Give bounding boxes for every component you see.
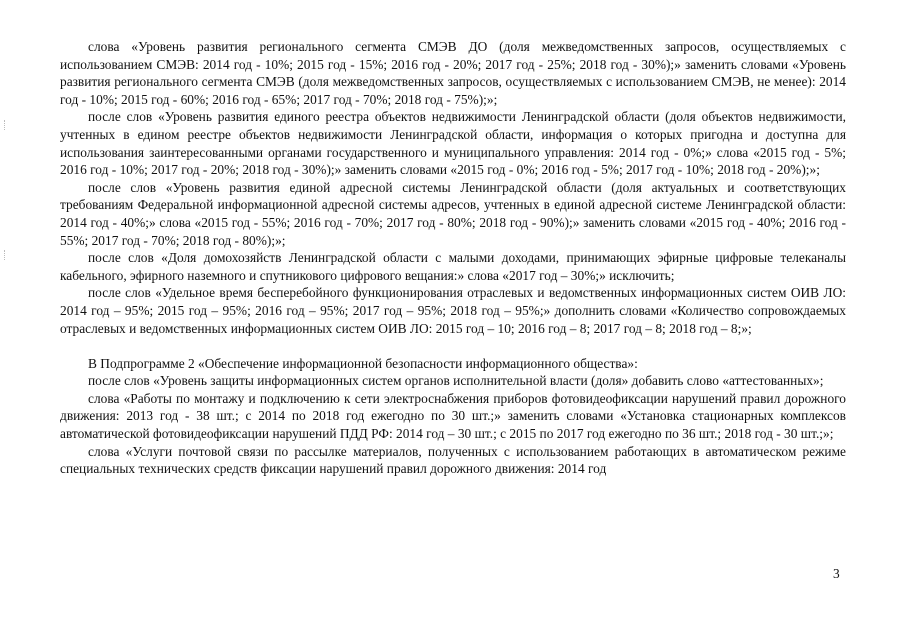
section-heading: В Подпрограмме 2 «Обеспечение информационной безопасности информационного общества»: <box>88 355 638 371</box>
paragraph: после слов «Уровень развития единой адресной системы Ленинградской области (доля актуальных и соответствующих требованиям Федеральной информационной адресной системы адресов, учтенных в единой адресной системе Ленинградской области: 2014 год - 40%;» слова «2015 год - 55%; 2016 год - 70%; 2017 год - 80%; 2018 год - 90%);» заменить словами «2015 год - 40%; 2016 год - 55%; 2017 год - 70%; 2018 год - 80%);»; <box>60 179 846 248</box>
paragraph: слова «Услуги почтовой связи по рассылке материалов, полученных с использованием работающих в автоматическом режиме специальных технических средств фиксации нарушений правил дорожного движения: 2014 год <box>60 443 846 477</box>
paragraph: после слов «Уровень развития единого реестра объектов недвижимости Ленинградской области (доля объектов недвижимости, учтенных в едином реестре объектов недвижимости Ленинградской области, информация о которых пригодна и доступна для использования заинтересованными органами государственного и муниципального управления: 2014 год - 0%;» слова «2015 год - 5%; 2016 год - 10%; 2017 год - 20%; 2018 год - 30%);» заменить словами «2015 год - 0%; 2016 год - 5%; 2017 год - 10%; 2018 год - 20%);»; <box>60 109 846 178</box>
page-number: 3 <box>833 566 840 581</box>
paragraph: после слов «Удельное время бесперебойного функционирования отраслевых и ведомственных информационных систем ОИВ ЛО: 2014 год – 95%; 2015 год – 95%; 2016 год – 95%; 2017 год – 95%; 2018 год – 95%;» дополнить словами «Количество сопровождаемых отраслевых и ведомственных информационных систем ОИВ ЛО: 2015 год – 10; 2016 год – 8; 2017 год – 8; 2018 год – 8;»; <box>60 285 846 336</box>
paragraph: слова «Уровень развития регионального сегмента СМЭВ ДО (доля межведомственных запросов, осуществляемых с использованием СМЭВ: 2014 год - 10%; 2015 год - 15%; 2016 год - 20%; 2017 год - 25%; 2018 год - 30%);» заменить словами «Уровень развития регионального сегмента СМЭВ (доля межведомственных запросов, осуществляемых с использованием СМЭВ, не менее): 2014 год - 10%; 2015 год - 60%; 2016 год - 65%; 2017 год - 70%; 2018 год - 75%);»; <box>60 39 846 107</box>
document-body <box>60 38 846 478</box>
paragraph: слова «Работы по монтажу и подключению к сети электроснабжения приборов фотовидеофиксации нарушений правил дорожного движения: 2013 год - 38 шт.; с 2014 по 2018 год ежегодно по 30 шт.;» заменить словами «Установка стационарных комплексов автоматической фотовидеофиксации нарушений ПДД РФ: 2014 год – 30 шт.; с 2015 по 2017 год ежегодно по 36 шт.; 2018 год - 30 шт.;»; <box>60 390 846 442</box>
scan-artifact <box>4 120 9 130</box>
paragraph: после слов «Уровень защиты информационных систем органов исполнительной власти (доля» добавить слово «аттестованных»; <box>88 373 824 389</box>
paragraph: после слов «Доля домохозяйств Ленинградской области с малыми доходами, принимающих эфирные цифровые телеканалы кабельного, эфирного наземного и спутникового цифрового вещания:» слова «2017 год – 30%;» исключить; <box>60 250 846 283</box>
paragraph-gap <box>60 337 846 355</box>
scan-artifact <box>4 250 9 260</box>
